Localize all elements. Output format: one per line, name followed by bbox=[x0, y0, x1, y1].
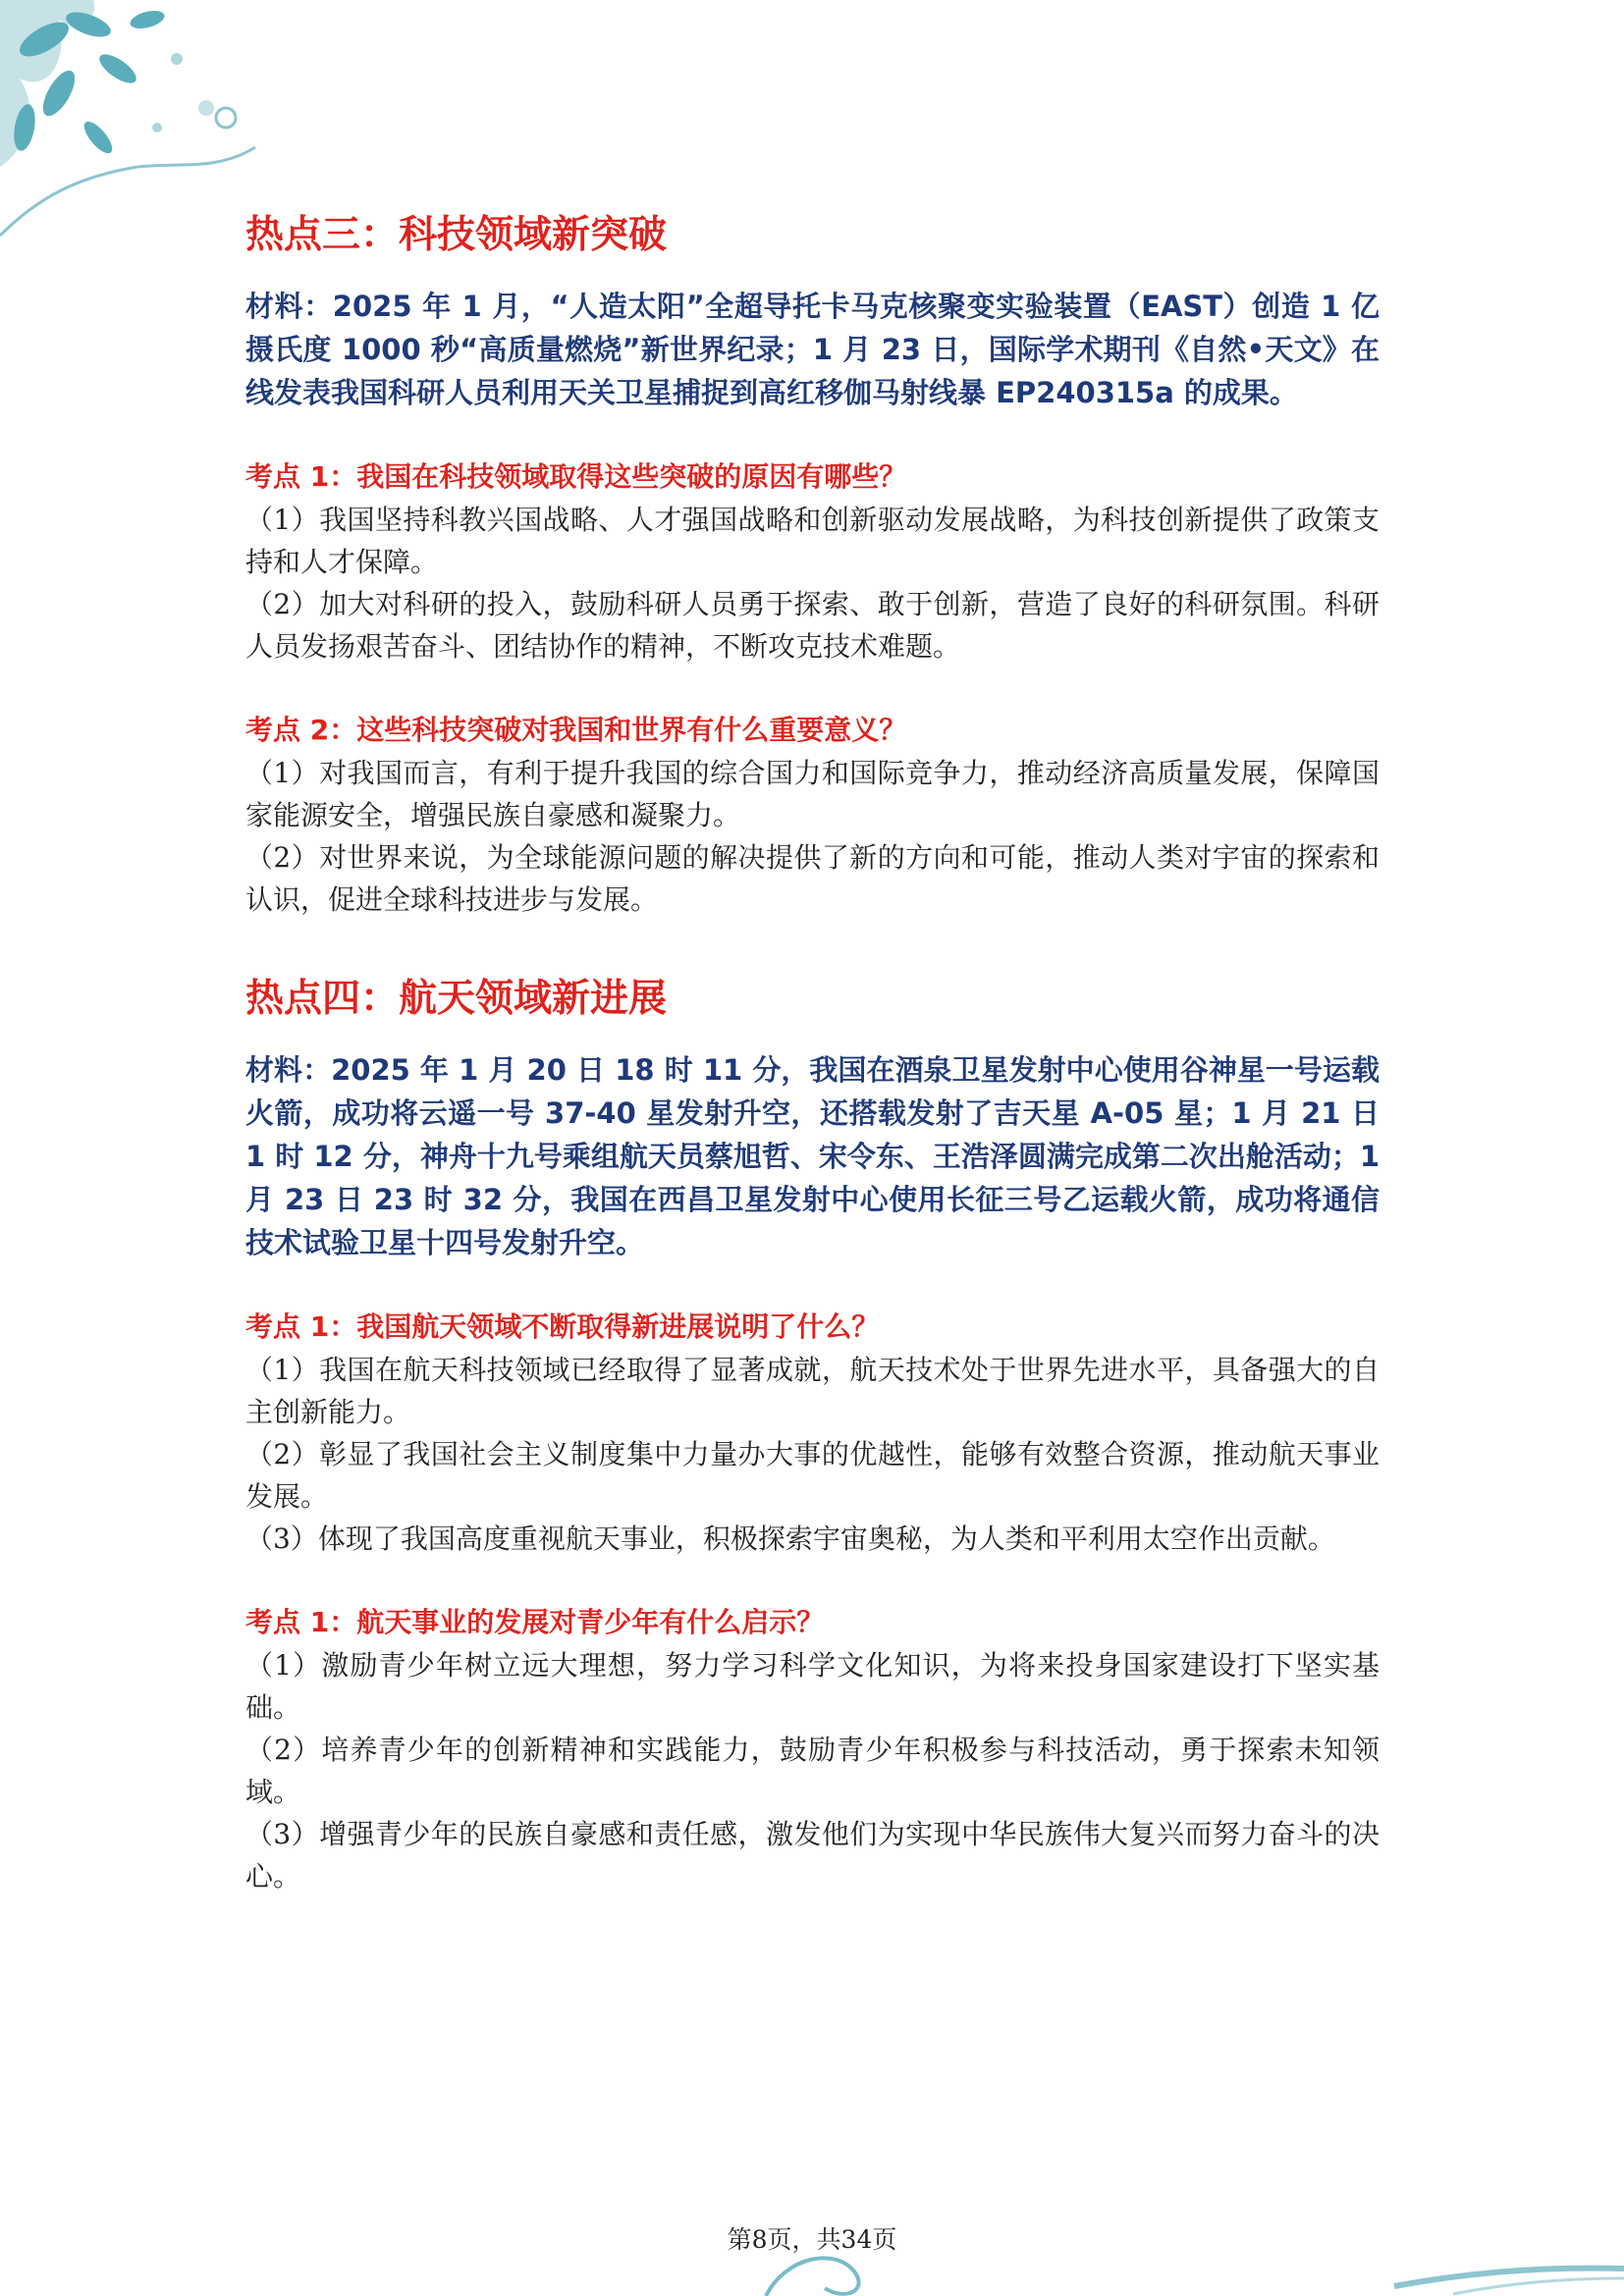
section-title: 热点四：航天领域新进展 bbox=[245, 977, 668, 1021]
material-text: 材料：2025 年 1 月，“人造太阳”全超导托卡马克核聚变实验装置（EAST）创造 1 亿摄氏度 1000 秒“高质量燃烧”新世界纪录；1 月 23 日，国际学术期刊《自然•天文》在线发表我国科研人员利用天关卫星捕捉到高红移伽马射线暴 EP240315a 的成果。 bbox=[245, 290, 1380, 409]
exam-point-title: 考点 1：航天事业的发展对青少年有什么启示？ bbox=[245, 1606, 825, 1638]
answer-item: （3）增强青少年的民族自豪感和责任感，激发他们为实现中华民族伟大复兴而努力奋斗的决心。 bbox=[245, 1818, 1380, 1893]
answer-item: （1）激励青少年树立远大理想，努力学习科学文化知识，为将来投身国家建设打下坚实基础。 bbox=[245, 1649, 1380, 1724]
exam-point-block bbox=[245, 455, 1380, 667]
exam-point-block bbox=[245, 1306, 1380, 1560]
section-hotspot-four bbox=[245, 972, 1380, 1897]
exam-point-block bbox=[245, 1601, 1380, 1897]
answer-item: （2）彰显了我国社会主义制度集中力量办大事的优越性，能够有效整合资源，推动航天事业发展。 bbox=[245, 1438, 1380, 1513]
exam-point-title: 考点 1：我国在科技领域取得这些突破的原因有哪些？ bbox=[245, 460, 907, 493]
swirl-decoration-icon bbox=[707, 2217, 1624, 2296]
answer-item: （1）我国坚持科教兴国战略、人才强国战略和创新驱动发展战略，为科技创新提供了政策支持和人才保障。 bbox=[245, 504, 1380, 578]
section-title: 热点三：科技领域新突破 bbox=[245, 213, 668, 257]
exam-point-title: 考点 2：这些科技突破对我国和世界有什么重要意义？ bbox=[245, 714, 907, 746]
answer-item: （2）加大对科研的投入，鼓励科研人员勇于探索、敢于创新，营造了良好的科研氛围。科研人员发扬艰苦奋斗、团结协作的精神，不断攻克技术难题。 bbox=[245, 588, 1380, 663]
answer-item: （3）体现了我国高度重视航天事业，积极探索宇宙奥秘，为人类和平利用太空作出贡献。 bbox=[245, 1522, 1335, 1555]
answer-item: （1）对我国而言，有利于提升我国的综合国力和国际竞争力，推动经济高质量发展，保障国家能源安全，增强民族自豪感和凝聚力。 bbox=[245, 757, 1380, 831]
exam-point-block bbox=[245, 709, 1380, 921]
section-hotspot-three bbox=[245, 208, 1380, 921]
material-text: 材料：2025 年 1 月 20 日 18 时 11 分，我国在酒泉卫星发射中心使用谷神星一号运载火箭，成功将云遥一号 37-40 星发射升空，还搭载发射了吉天星 A-05 星；1 月 21 日 1 时 12 分，神舟十九号乘组航天员蔡旭哲、宋令东、王浩泽圆满完成第二次出舱活动；1 月 23 日 23 时 32 分，我国在西昌卫星发射中心使用长征三号乙运载火箭，成功将通信技术试验卫星十四号发射升空。 bbox=[245, 1053, 1380, 1259]
answer-item: （2）培养青少年的创新精神和实践能力，鼓励青少年积极参与科技活动，勇于探索未知领域。 bbox=[245, 1734, 1380, 1808]
answer-item: （2）对世界来说，为全球能源问题的解决提供了新的方向和可能，推动人类对宇宙的探索和认识，促进全球科技进步与发展。 bbox=[245, 841, 1380, 916]
page-content bbox=[245, 208, 1380, 1897]
page-number: 第8页，共34页 bbox=[727, 2225, 897, 2254]
answer-item: （1）我国在航天科技领域已经取得了显著成就，航天技术处于世界先进水平，具备强大的自主创新能力。 bbox=[245, 1354, 1380, 1428]
exam-point-title: 考点 1：我国航天领域不断取得新进展说明了什么？ bbox=[245, 1310, 880, 1343]
